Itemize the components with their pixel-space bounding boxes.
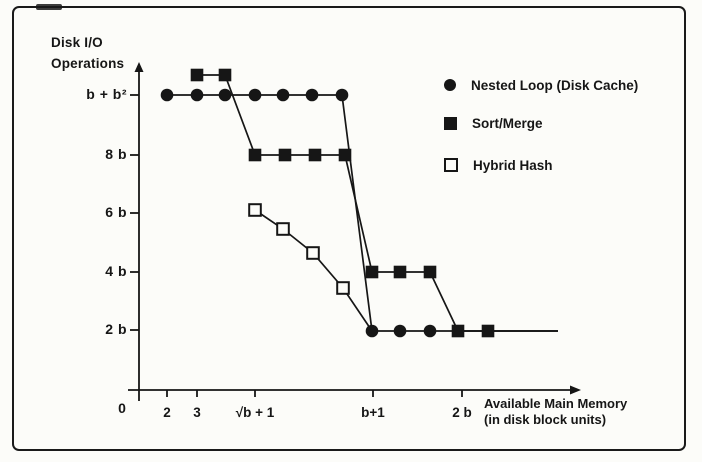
x-axis-title-line2: (in disk block units)	[484, 412, 607, 427]
marker-filled-circle	[394, 325, 407, 338]
x-tick-label: 3	[193, 405, 201, 420]
marker-filled-circle	[366, 325, 379, 338]
x-tick-label-origin: 0	[118, 400, 126, 416]
legend-label: Hybrid Hash	[473, 157, 553, 173]
y-tick-label: b + b²	[86, 86, 127, 102]
marker-filled-square	[452, 325, 465, 338]
y-axis-title-line2: Operations	[51, 56, 125, 71]
legend-item-nested-loop-disk-cache	[444, 75, 638, 95]
marker-open-square	[307, 247, 319, 259]
marker-open-square	[249, 204, 261, 216]
x-tick-label: 2	[163, 405, 171, 420]
marker-filled-circle	[161, 89, 174, 102]
marker-filled-square	[482, 325, 495, 338]
y-tick-label: 2 b	[105, 321, 127, 337]
open-square-icon	[444, 158, 458, 172]
legend-label: Sort/Merge	[472, 115, 543, 131]
y-tick-label: 6 b	[105, 204, 127, 220]
x-axis-arrow-icon	[570, 386, 581, 395]
series-hybrid-hash-line	[255, 210, 372, 331]
filled-circle-icon	[444, 79, 456, 91]
x-tick-label: √b + 1	[235, 405, 275, 420]
y-tick-label: 8 b	[105, 146, 127, 162]
legend-label: Nested Loop (Disk Cache)	[471, 77, 639, 93]
marker-filled-square	[191, 69, 204, 82]
marker-filled-square	[279, 149, 292, 162]
marker-filled-square	[394, 266, 407, 279]
y-axis-title-line1: Disk I/O	[51, 35, 103, 50]
marker-filled-square	[366, 266, 379, 279]
legend-item-sort-merge	[444, 113, 543, 133]
x-tick-label: 2 b	[452, 405, 472, 420]
marker-filled-circle	[219, 89, 232, 102]
x-tick-label: b+1	[361, 405, 385, 420]
marker-filled-square	[219, 69, 232, 82]
marker-filled-circle	[306, 89, 319, 102]
marker-open-square	[277, 223, 289, 235]
x-axis-title-line1: Available Main Memory	[484, 396, 628, 411]
marker-filled-circle	[249, 89, 262, 102]
marker-filled-circle	[277, 89, 290, 102]
legend-item-hybrid-hash	[444, 155, 553, 175]
marker-filled-square	[249, 149, 262, 162]
marker-filled-circle	[336, 89, 349, 102]
y-axis-arrow-icon	[135, 62, 144, 72]
marker-filled-circle	[424, 325, 437, 338]
marker-filled-circle	[191, 89, 204, 102]
marker-filled-square	[424, 266, 437, 279]
filled-square-icon	[444, 117, 457, 130]
y-tick-label: 4 b	[105, 263, 127, 279]
marker-open-square	[337, 282, 349, 294]
marker-filled-square	[309, 149, 322, 162]
marker-filled-square	[339, 149, 352, 162]
